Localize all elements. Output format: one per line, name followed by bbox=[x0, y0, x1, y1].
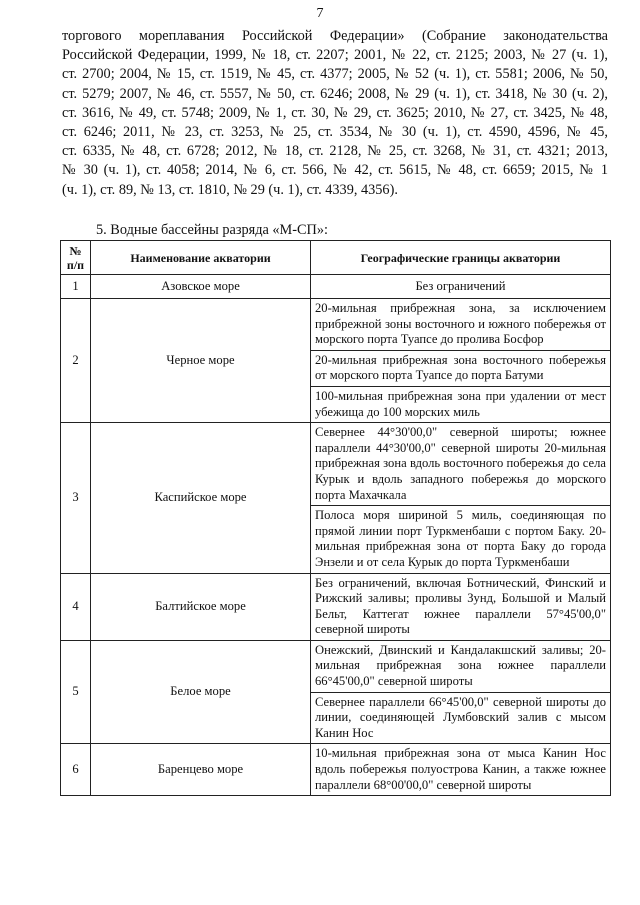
section-heading: 5. Водные бассейны разряда «М-СП»: bbox=[96, 222, 328, 238]
geo-part: Онежский, Двинский и Кандалакшский заливы; 20-мильная прибрежная зона южнее параллели 66°45'00,0" северной широты bbox=[315, 642, 606, 689]
table-row bbox=[61, 299, 611, 423]
row-name: Баренцево море bbox=[91, 744, 311, 796]
row-geo: 10-мильная прибрежная зона от мыса Канин Нос вдоль побережья полуострова Канин, а также южнее параллели 68°00'00,0" северной широты bbox=[311, 744, 611, 796]
geo-part: 20-мильная прибрежная зона, за исключением прибрежной зоны восточного и южного побережья от морского порта Туапсе до пролива Босфор bbox=[315, 301, 606, 347]
row-name: Азовское море bbox=[91, 275, 311, 299]
intro-line: (ч. 1), ст. 89, № 13, ст. 1810, № 29 (ч. 1), ст. 4339, 4356). bbox=[62, 181, 398, 198]
table-row bbox=[61, 423, 611, 573]
header-num-line2: п/п bbox=[66, 257, 85, 272]
row-num: 6 bbox=[61, 744, 91, 796]
row-name: Каспийское море bbox=[91, 423, 311, 573]
row-num: 3 bbox=[61, 423, 91, 573]
intro-line: Российской Федерации, 1999, № 18, ст. 2207; 2001, № 22, ст. 2125; 2003, № 27 (ч. 1), bbox=[62, 47, 608, 64]
intro-line: ст. 5279; 2007, № 46, ст. 5557, № 50, ст. 6246; 2008, № 29 (ч. 1), ст. 3418, № 30 (ч. 2), bbox=[62, 85, 608, 102]
table-row bbox=[61, 744, 611, 796]
intro-line: ст. 6246; 2011, № 23, ст. 3253, № 25, ст. 3534, № 30 (ч. 1), ст. 4590, 4596, № 45, bbox=[62, 124, 608, 141]
row-num: 2 bbox=[61, 299, 91, 423]
water-basins-table bbox=[60, 240, 611, 796]
row-geo bbox=[311, 423, 611, 573]
table-row bbox=[61, 275, 611, 299]
geo-part: Севернее 44°30'00,0" северной широты; южнее параллели 44°30'00,0" северной широты 20-мильная прибрежная зона вдоль восточного побережья до села Курык и вдоль западного побережья до морского порта Махачкала bbox=[315, 425, 606, 502]
row-geo bbox=[311, 299, 611, 423]
header-num bbox=[61, 241, 91, 275]
intro-line: торгового мореплавания Российской Федерации» (Собрание законодательства bbox=[62, 28, 608, 44]
intro-paragraph bbox=[62, 27, 608, 200]
row-num: 4 bbox=[61, 573, 91, 640]
intro-line: ст. 2700; 2004, № 15, ст. 1519, № 45, ст. 4377; 2005, № 52 (ч. 1), ст. 5581; 2006, № 50, bbox=[62, 66, 608, 83]
row-geo: Без ограничений, включая Ботнический, Финский и Рижский заливы; проливы Зунд, Большой и Малый Бельт, Каттегат южнее параллели 57°45'00,0" северной широты bbox=[311, 573, 611, 640]
header-geo: Географические границы акватории bbox=[311, 241, 611, 275]
row-name: Балтийское море bbox=[91, 573, 311, 640]
geo-part: Полоса моря шириной 5 миль, соединяющая по прямой линии порт Туркменбаши с портом Баку. 20-мильная прибрежная зона от порта Баку до города Энзели и от села Курык до порта Туркменбаши bbox=[311, 505, 610, 572]
row-geo bbox=[311, 640, 611, 744]
row-num: 1 bbox=[61, 275, 91, 299]
row-name: Черное море bbox=[91, 299, 311, 423]
page-number: 7 bbox=[316, 6, 324, 21]
row-geo: Без ограничений bbox=[311, 275, 611, 299]
row-num: 5 bbox=[61, 640, 91, 744]
intro-line: ст. 6335, № 48, ст. 6728; 2012, № 18, ст. 2128, № 25, ст. 3268, № 31, ст. 4321; 2013, bbox=[62, 143, 608, 160]
table-row bbox=[61, 640, 611, 744]
geo-part: 20-мильная прибрежная зона восточного побережья от морского порта Туапсе до порта Батуми bbox=[311, 350, 610, 386]
geo-part: 100-мильная прибрежная зона при удалении от мест убежища до 100 морских миль bbox=[311, 386, 610, 422]
table-row bbox=[61, 573, 611, 640]
header-num-line1: № bbox=[69, 243, 82, 258]
header-name: Наименование акватории bbox=[91, 241, 311, 275]
geo-part: Севернее параллели 66°45'00,0" северной широты до линии, соединяющей Лумбовский залив с мысом Канин Нос bbox=[311, 692, 610, 744]
intro-line: № 30 (ч. 1), ст. 4058; 2014, № 6, ст. 566, № 42, ст. 5615, № 48, ст. 6659; 2015, № 1 bbox=[62, 162, 608, 179]
intro-line: ст. 3616, № 49, ст. 5748; 2009, № 1, ст. 30, № 29, ст. 3625; 2010, № 27, ст. 3425, № 48, bbox=[62, 104, 608, 121]
table-header-row bbox=[61, 241, 611, 275]
row-name: Белое море bbox=[91, 640, 311, 744]
